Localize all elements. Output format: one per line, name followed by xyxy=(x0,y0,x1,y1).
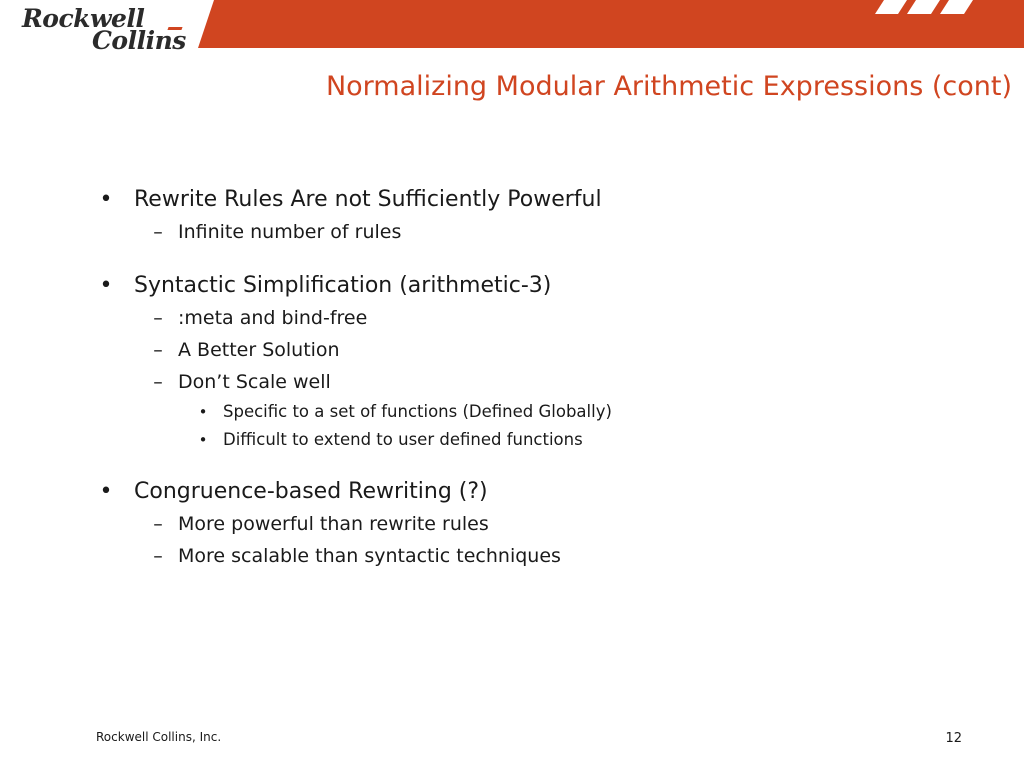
bullet-text: Congruence-based Rewriting (?) xyxy=(134,479,488,504)
bullet-marker: • xyxy=(99,273,113,298)
bullet-marker: • xyxy=(99,187,113,212)
sub-sub-bullet-item xyxy=(96,426,996,454)
sub-bullet-text: More scalable than syntactic techniques xyxy=(178,545,561,567)
dash-marker: – xyxy=(153,307,163,329)
slide-body xyxy=(96,184,996,572)
sub-sub-bullet-text: Difficult to extend to user defined functions xyxy=(223,430,583,449)
bullet-marker: • xyxy=(99,479,113,504)
sub-bullet-text: :meta and bind-free xyxy=(178,307,368,329)
bullet-text: Rewrite Rules Are not Sufficiently Powerful xyxy=(134,187,602,212)
sub-bullet-item xyxy=(96,216,996,248)
sub-bullet-item xyxy=(96,302,996,334)
footer-company: Rockwell Collins, Inc. xyxy=(96,730,222,744)
spacer xyxy=(96,454,996,476)
sub-bullet-item xyxy=(96,334,996,366)
sub-bullet-text: A Better Solution xyxy=(178,339,340,361)
bullet-item xyxy=(96,184,996,216)
dash-marker: – xyxy=(153,221,163,243)
small-bullet-marker: • xyxy=(198,431,208,449)
slide-title: Normalizing Modular Arithmetic Expressions (cont) xyxy=(325,71,1012,102)
bullet-item xyxy=(96,476,996,508)
sub-bullet-text: Infinite number of rules xyxy=(178,221,402,243)
dash-marker: – xyxy=(153,513,163,535)
dash-marker: – xyxy=(153,545,163,567)
dash-marker: – xyxy=(153,371,163,393)
bullet-text: Syntactic Simplification (arithmetic-3) xyxy=(134,273,552,298)
sub-bullet-item xyxy=(96,508,996,540)
bullet-item xyxy=(96,270,996,302)
sub-bullet-text: Don’t Scale well xyxy=(178,371,331,393)
sub-sub-bullet-text: Specific to a set of functions (Defined Globally) xyxy=(223,402,612,421)
logo-text-collins: Collins xyxy=(92,26,186,55)
logo-text-rockwell: Rockwell xyxy=(22,4,145,33)
company-logo xyxy=(22,4,187,55)
sub-bullet-text: More powerful than rewrite rules xyxy=(178,513,489,535)
dash-marker: – xyxy=(153,339,163,361)
page-number: 12 xyxy=(945,731,962,746)
spacer xyxy=(96,248,996,270)
sub-bullet-item xyxy=(96,540,996,572)
sub-sub-bullet-item xyxy=(96,398,996,426)
small-bullet-marker: • xyxy=(198,403,208,421)
sub-bullet-item xyxy=(96,366,996,398)
